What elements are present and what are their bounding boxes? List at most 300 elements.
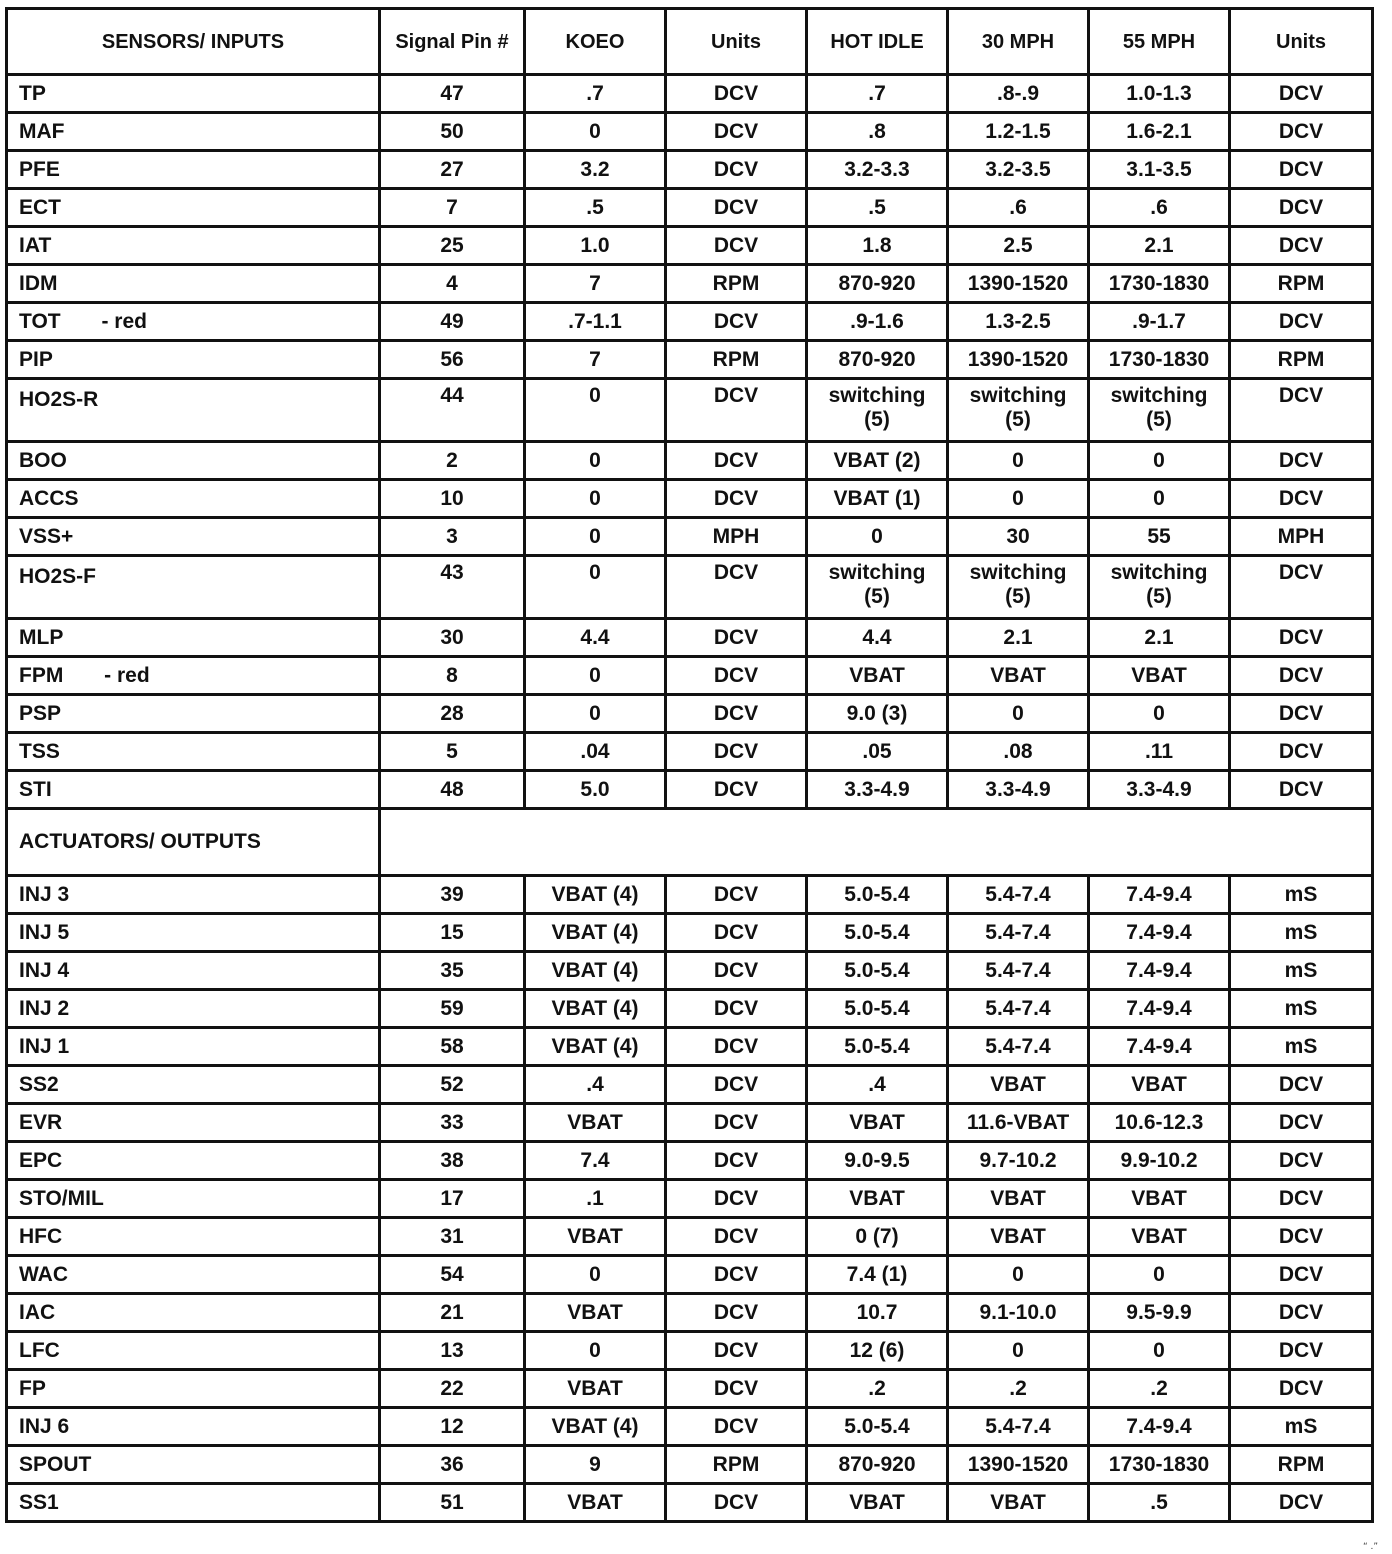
table-cell: DCV bbox=[1230, 619, 1373, 657]
table-cell: DCV bbox=[666, 733, 807, 771]
table-cell: DCV bbox=[1230, 1332, 1373, 1370]
table-cell: 17 bbox=[380, 1180, 525, 1218]
table-cell: RPM bbox=[1230, 341, 1373, 379]
table-cell: DCV bbox=[1230, 1218, 1373, 1256]
table-cell: 12 (6) bbox=[807, 1332, 948, 1370]
table-cell: DCV bbox=[666, 303, 807, 341]
table-row bbox=[7, 733, 1373, 771]
table-cell: 5.4-7.4 bbox=[948, 914, 1089, 952]
table-cell: 33 bbox=[380, 1104, 525, 1142]
table-cell: mS bbox=[1230, 914, 1373, 952]
row-label: HFC bbox=[7, 1218, 380, 1256]
header-signal-pin: Signal Pin # bbox=[380, 9, 525, 75]
table-cell: DCV bbox=[1230, 379, 1373, 442]
table-cell: 15 bbox=[380, 914, 525, 952]
table-cell: DCV bbox=[1230, 1142, 1373, 1180]
table-cell: DCV bbox=[1230, 1104, 1373, 1142]
table-cell: VBAT bbox=[525, 1104, 666, 1142]
table-row bbox=[7, 480, 1373, 518]
table-cell: 10 bbox=[380, 480, 525, 518]
table-cell: 2.5 bbox=[948, 227, 1089, 265]
table-cell: DCV bbox=[1230, 695, 1373, 733]
table-cell: 0 bbox=[948, 480, 1089, 518]
row-label: BOO bbox=[7, 442, 380, 480]
table-cell: 27 bbox=[380, 151, 525, 189]
table-row bbox=[7, 151, 1373, 189]
row-label: LFC bbox=[7, 1332, 380, 1370]
row-label: INJ 6 bbox=[7, 1408, 380, 1446]
table-cell: 11.6-VBAT bbox=[948, 1104, 1089, 1142]
table-row bbox=[7, 1104, 1373, 1142]
table-cell: 3.3-4.9 bbox=[948, 771, 1089, 809]
table-cell: DCV bbox=[666, 1294, 807, 1332]
table-row bbox=[7, 657, 1373, 695]
table-cell: mS bbox=[1230, 876, 1373, 914]
table-cell: 13 bbox=[380, 1332, 525, 1370]
actuators-section-row bbox=[7, 809, 1373, 876]
table-cell: 0 bbox=[525, 442, 666, 480]
corner-mark: “ .” bbox=[1362, 1542, 1378, 1552]
row-label: SS1 bbox=[7, 1484, 380, 1522]
table-row bbox=[7, 1408, 1373, 1446]
table-cell: 5 bbox=[380, 733, 525, 771]
table-row bbox=[7, 1218, 1373, 1256]
table-cell: 49 bbox=[380, 303, 525, 341]
table-cell: 1.6-2.1 bbox=[1089, 113, 1230, 151]
table-cell: DCV bbox=[666, 1256, 807, 1294]
table-row bbox=[7, 876, 1373, 914]
table-cell: 1390-1520 bbox=[948, 265, 1089, 303]
table-cell: DCV bbox=[666, 1028, 807, 1066]
row-label: PSP bbox=[7, 695, 380, 733]
table-cell: 5.4-7.4 bbox=[948, 952, 1089, 990]
table-cell: 5.0-5.4 bbox=[807, 876, 948, 914]
table-cell: .7-1.1 bbox=[525, 303, 666, 341]
table-cell: 3.2-3.5 bbox=[948, 151, 1089, 189]
table-cell: DCV bbox=[666, 75, 807, 113]
table-cell: VBAT bbox=[948, 1218, 1089, 1256]
table-row bbox=[7, 265, 1373, 303]
table-cell: DCV bbox=[1230, 556, 1373, 619]
table-cell: DCV bbox=[666, 1484, 807, 1522]
table-cell: DCV bbox=[666, 914, 807, 952]
table-cell: DCV bbox=[666, 113, 807, 151]
table-cell: 1730-1830 bbox=[1089, 265, 1230, 303]
row-label: PIP bbox=[7, 341, 380, 379]
table-cell: 0 bbox=[948, 1332, 1089, 1370]
table-cell: DCV bbox=[1230, 303, 1373, 341]
row-label: INJ 3 bbox=[7, 876, 380, 914]
table-cell: 3 bbox=[380, 518, 525, 556]
table-cell: 10.6-12.3 bbox=[1089, 1104, 1230, 1142]
table-cell: VBAT bbox=[948, 1180, 1089, 1218]
table-cell: 51 bbox=[380, 1484, 525, 1522]
row-label: IAC bbox=[7, 1294, 380, 1332]
table-cell: VBAT (1) bbox=[807, 480, 948, 518]
table-cell: VBAT bbox=[948, 657, 1089, 695]
table-cell: 22 bbox=[380, 1370, 525, 1408]
table-row bbox=[7, 518, 1373, 556]
row-label: MLP bbox=[7, 619, 380, 657]
table-cell: DCV bbox=[666, 556, 807, 619]
table-row bbox=[7, 771, 1373, 809]
table-cell: VBAT bbox=[807, 657, 948, 695]
table-cell: 9.0-9.5 bbox=[807, 1142, 948, 1180]
table-cell: DCV bbox=[666, 1370, 807, 1408]
table-cell: DCV bbox=[1230, 1484, 1373, 1522]
table-cell: DCV bbox=[1230, 771, 1373, 809]
table-cell: 0 bbox=[525, 379, 666, 442]
table-cell: DCV bbox=[666, 227, 807, 265]
header-units: Units bbox=[666, 9, 807, 75]
table-cell: VBAT (4) bbox=[525, 1028, 666, 1066]
table-cell: 1.0 bbox=[525, 227, 666, 265]
table-cell: 7 bbox=[380, 189, 525, 227]
table-cell: 5.4-7.4 bbox=[948, 990, 1089, 1028]
table-cell: 7.4 bbox=[525, 1142, 666, 1180]
table-cell: 1.2-1.5 bbox=[948, 113, 1089, 151]
table-cell: VBAT (4) bbox=[525, 990, 666, 1028]
table-cell: 12 bbox=[380, 1408, 525, 1446]
table-cell: .7 bbox=[807, 75, 948, 113]
table-cell: 4 bbox=[380, 265, 525, 303]
table-cell: 0 bbox=[525, 480, 666, 518]
table-cell: 0 bbox=[948, 442, 1089, 480]
table-cell: DCV bbox=[666, 990, 807, 1028]
table-row bbox=[7, 1370, 1373, 1408]
table-cell: 7 bbox=[525, 341, 666, 379]
row-label: INJ 1 bbox=[7, 1028, 380, 1066]
header-row bbox=[7, 9, 1373, 75]
table-row bbox=[7, 1142, 1373, 1180]
row-label: IAT bbox=[7, 227, 380, 265]
table-row bbox=[7, 1180, 1373, 1218]
table-cell: DCV bbox=[1230, 657, 1373, 695]
actuators-outputs-label: ACTUATORS/ OUTPUTS bbox=[7, 809, 380, 876]
table-cell: .4 bbox=[525, 1066, 666, 1104]
table-cell: 5.0-5.4 bbox=[807, 914, 948, 952]
table-cell: 35 bbox=[380, 952, 525, 990]
table-cell: 2 bbox=[380, 442, 525, 480]
table-cell: VBAT (4) bbox=[525, 914, 666, 952]
table-cell: RPM bbox=[666, 341, 807, 379]
table-cell: 39 bbox=[380, 876, 525, 914]
table-cell: 7.4-9.4 bbox=[1089, 876, 1230, 914]
table-row bbox=[7, 695, 1373, 733]
table-cell: 0 bbox=[948, 695, 1089, 733]
header-hot-idle: HOT IDLE bbox=[807, 9, 948, 75]
table-cell: 1730-1830 bbox=[1089, 1446, 1230, 1484]
table-cell: 47 bbox=[380, 75, 525, 113]
table-row bbox=[7, 227, 1373, 265]
table-cell: 2.1 bbox=[1089, 227, 1230, 265]
table-cell: 7.4-9.4 bbox=[1089, 1028, 1230, 1066]
table-cell: 52 bbox=[380, 1066, 525, 1104]
table-cell: DCV bbox=[1230, 75, 1373, 113]
table-cell: 9.7-10.2 bbox=[948, 1142, 1089, 1180]
row-label: HO2S-R bbox=[7, 379, 380, 442]
row-label: VSS+ bbox=[7, 518, 380, 556]
table-cell: DCV bbox=[666, 1218, 807, 1256]
ecm-reference-table bbox=[5, 7, 1374, 1523]
row-label: TSS bbox=[7, 733, 380, 771]
table-cell: .5 bbox=[525, 189, 666, 227]
table-cell: switching (5) bbox=[1089, 556, 1230, 619]
table-cell: .9-1.6 bbox=[807, 303, 948, 341]
table-cell: 1.0-1.3 bbox=[1089, 75, 1230, 113]
table-cell: 8 bbox=[380, 657, 525, 695]
table-cell: VBAT bbox=[948, 1484, 1089, 1522]
row-label: EPC bbox=[7, 1142, 380, 1180]
table-cell: 7.4 (1) bbox=[807, 1256, 948, 1294]
table-cell: VBAT bbox=[525, 1484, 666, 1522]
table-row bbox=[7, 113, 1373, 151]
table-cell: DCV bbox=[1230, 227, 1373, 265]
table-cell: .5 bbox=[807, 189, 948, 227]
table-cell: .5 bbox=[1089, 1484, 1230, 1522]
table-cell: .4 bbox=[807, 1066, 948, 1104]
table-row bbox=[7, 1332, 1373, 1370]
header-55-mph: 55 MPH bbox=[1089, 9, 1230, 75]
table-cell: 5.4-7.4 bbox=[948, 876, 1089, 914]
row-label: INJ 5 bbox=[7, 914, 380, 952]
table-cell: 31 bbox=[380, 1218, 525, 1256]
table-cell: 21 bbox=[380, 1294, 525, 1332]
header-units-2: Units bbox=[1230, 9, 1373, 75]
row-label: IDM bbox=[7, 265, 380, 303]
table-cell: DCV bbox=[666, 480, 807, 518]
table-cell: .1 bbox=[525, 1180, 666, 1218]
table-cell: 28 bbox=[380, 695, 525, 733]
table-cell: switching (5) bbox=[948, 379, 1089, 442]
row-label: SPOUT bbox=[7, 1446, 380, 1484]
table-cell: 0 bbox=[1089, 1332, 1230, 1370]
table-cell: 1390-1520 bbox=[948, 1446, 1089, 1484]
table-cell: 9.9-10.2 bbox=[1089, 1142, 1230, 1180]
table-cell: VBAT bbox=[525, 1294, 666, 1332]
table-cell: .8 bbox=[807, 113, 948, 151]
table-cell: DCV bbox=[666, 876, 807, 914]
table-cell: DCV bbox=[1230, 1256, 1373, 1294]
table-cell: .8-.9 bbox=[948, 75, 1089, 113]
table-cell: switching (5) bbox=[1089, 379, 1230, 442]
row-label: INJ 2 bbox=[7, 990, 380, 1028]
table-cell: 0 bbox=[948, 1256, 1089, 1294]
table-cell: VBAT bbox=[1089, 1066, 1230, 1104]
table-cell: VBAT bbox=[1089, 1180, 1230, 1218]
table-row bbox=[7, 189, 1373, 227]
table-cell: 0 bbox=[1089, 480, 1230, 518]
table-cell: 38 bbox=[380, 1142, 525, 1180]
table-cell: 0 bbox=[525, 695, 666, 733]
table-cell: 0 bbox=[525, 1332, 666, 1370]
table-row bbox=[7, 75, 1373, 113]
table-cell: 50 bbox=[380, 113, 525, 151]
table-cell: 5.4-7.4 bbox=[948, 1408, 1089, 1446]
table-row bbox=[7, 1446, 1373, 1484]
table-cell: VBAT bbox=[807, 1180, 948, 1218]
table-cell: 10.7 bbox=[807, 1294, 948, 1332]
row-label: STO/MIL bbox=[7, 1180, 380, 1218]
table-cell: .04 bbox=[525, 733, 666, 771]
row-label: ECT bbox=[7, 189, 380, 227]
table-cell: 1730-1830 bbox=[1089, 341, 1230, 379]
table-cell: VBAT bbox=[1089, 1218, 1230, 1256]
table-cell: VBAT (2) bbox=[807, 442, 948, 480]
table-cell: .7 bbox=[525, 75, 666, 113]
table-cell: 870-920 bbox=[807, 1446, 948, 1484]
sensor-rows bbox=[7, 75, 1373, 809]
table-cell: DCV bbox=[666, 695, 807, 733]
table-cell: DCV bbox=[666, 1332, 807, 1370]
table-cell: DCV bbox=[666, 771, 807, 809]
table-cell: 4.4 bbox=[807, 619, 948, 657]
table-cell: 3.2-3.3 bbox=[807, 151, 948, 189]
table-cell: DCV bbox=[1230, 1180, 1373, 1218]
table-cell: 5.0-5.4 bbox=[807, 1408, 948, 1446]
table-cell: 0 bbox=[1089, 1256, 1230, 1294]
actuators-section-blank bbox=[380, 809, 1373, 876]
table-row bbox=[7, 952, 1373, 990]
table-cell: DCV bbox=[666, 952, 807, 990]
table-cell: DCV bbox=[1230, 480, 1373, 518]
table-cell: 2.1 bbox=[1089, 619, 1230, 657]
table-row bbox=[7, 619, 1373, 657]
table-cell: 25 bbox=[380, 227, 525, 265]
table-cell: DCV bbox=[666, 619, 807, 657]
table-cell: switching (5) bbox=[807, 379, 948, 442]
table-cell: RPM bbox=[1230, 265, 1373, 303]
header-koeo: KOEO bbox=[525, 9, 666, 75]
row-label: SS2 bbox=[7, 1066, 380, 1104]
table-cell: VBAT (4) bbox=[525, 1408, 666, 1446]
table-row bbox=[7, 990, 1373, 1028]
table-cell: MPH bbox=[666, 518, 807, 556]
table-cell: 54 bbox=[380, 1256, 525, 1294]
table-cell: DCV bbox=[1230, 1294, 1373, 1332]
table-row bbox=[7, 442, 1373, 480]
table-cell: .05 bbox=[807, 733, 948, 771]
table-cell: 43 bbox=[380, 556, 525, 619]
table-row bbox=[7, 1028, 1373, 1066]
table-cell: VBAT (4) bbox=[525, 952, 666, 990]
table-cell: RPM bbox=[1230, 1446, 1373, 1484]
table-cell: 2.1 bbox=[948, 619, 1089, 657]
table-cell: DCV bbox=[1230, 1370, 1373, 1408]
table-row bbox=[7, 556, 1373, 619]
table-cell: 55 bbox=[1089, 518, 1230, 556]
table-cell: 5.0-5.4 bbox=[807, 952, 948, 990]
table-cell: 5.0-5.4 bbox=[807, 990, 948, 1028]
table-row bbox=[7, 341, 1373, 379]
row-label: TP bbox=[7, 75, 380, 113]
row-label: EVR bbox=[7, 1104, 380, 1142]
table-cell: mS bbox=[1230, 952, 1373, 990]
table-cell: 1.3-2.5 bbox=[948, 303, 1089, 341]
table-cell: VBAT bbox=[1089, 657, 1230, 695]
table-cell: 0 bbox=[1089, 442, 1230, 480]
table-cell: RPM bbox=[666, 1446, 807, 1484]
table-cell: VBAT bbox=[525, 1218, 666, 1256]
table-cell: DCV bbox=[1230, 733, 1373, 771]
table-cell: DCV bbox=[666, 1104, 807, 1142]
table-row bbox=[7, 914, 1373, 952]
table-cell: VBAT bbox=[807, 1484, 948, 1522]
table-cell: 44 bbox=[380, 379, 525, 442]
table-cell: 30 bbox=[380, 619, 525, 657]
table-cell: VBAT (4) bbox=[525, 876, 666, 914]
row-label: WAC bbox=[7, 1256, 380, 1294]
table-cell: 7.4-9.4 bbox=[1089, 914, 1230, 952]
table-cell: .08 bbox=[948, 733, 1089, 771]
table-cell: 870-920 bbox=[807, 341, 948, 379]
table-cell: 58 bbox=[380, 1028, 525, 1066]
table-cell: 3.3-4.9 bbox=[807, 771, 948, 809]
table-cell: 0 bbox=[807, 518, 948, 556]
table-cell: 5.4-7.4 bbox=[948, 1028, 1089, 1066]
table-cell: 5.0 bbox=[525, 771, 666, 809]
table-cell: 1.8 bbox=[807, 227, 948, 265]
table-cell: MPH bbox=[1230, 518, 1373, 556]
table-cell: 9 bbox=[525, 1446, 666, 1484]
table-cell: 9.1-10.0 bbox=[948, 1294, 1089, 1332]
table-cell: 7.4-9.4 bbox=[1089, 990, 1230, 1028]
table-row bbox=[7, 1066, 1373, 1104]
table-cell: mS bbox=[1230, 990, 1373, 1028]
table-cell: 870-920 bbox=[807, 265, 948, 303]
table-cell: mS bbox=[1230, 1408, 1373, 1446]
table-cell: VBAT bbox=[807, 1104, 948, 1142]
table-cell: DCV bbox=[1230, 442, 1373, 480]
table-cell: .6 bbox=[1089, 189, 1230, 227]
table-cell: 4.4 bbox=[525, 619, 666, 657]
table-cell: DCV bbox=[666, 1066, 807, 1104]
table-cell: 7.4-9.4 bbox=[1089, 952, 1230, 990]
table-cell: switching (5) bbox=[948, 556, 1089, 619]
table-cell: 0 bbox=[525, 113, 666, 151]
table-cell: .2 bbox=[948, 1370, 1089, 1408]
table-cell: VBAT bbox=[948, 1066, 1089, 1104]
table-cell: 0 bbox=[525, 657, 666, 695]
table-cell: 0 bbox=[525, 1256, 666, 1294]
table-cell: DCV bbox=[666, 1180, 807, 1218]
table-cell: DCV bbox=[666, 151, 807, 189]
table-cell: .2 bbox=[807, 1370, 948, 1408]
ecm-reference-table-sheet bbox=[5, 7, 1374, 1523]
row-label: MAF bbox=[7, 113, 380, 151]
header-sensors-inputs: SENSORS/ INPUTS bbox=[7, 9, 380, 75]
table-row bbox=[7, 379, 1373, 442]
table-row bbox=[7, 1484, 1373, 1522]
header-30-mph: 30 MPH bbox=[948, 9, 1089, 75]
actuator-rows bbox=[7, 876, 1373, 1522]
table-cell: .9-1.7 bbox=[1089, 303, 1230, 341]
table-cell: DCV bbox=[1230, 1066, 1373, 1104]
table-cell: .11 bbox=[1089, 733, 1230, 771]
row-label: TOT - red bbox=[7, 303, 380, 341]
table-cell: 0 bbox=[525, 518, 666, 556]
row-label: FP bbox=[7, 1370, 380, 1408]
table-cell: 56 bbox=[380, 341, 525, 379]
table-cell: DCV bbox=[666, 1142, 807, 1180]
table-cell: DCV bbox=[1230, 113, 1373, 151]
table-cell: 1390-1520 bbox=[948, 341, 1089, 379]
table-cell: switching (5) bbox=[807, 556, 948, 619]
table-cell: 3.2 bbox=[525, 151, 666, 189]
table-cell: 0 (7) bbox=[807, 1218, 948, 1256]
table-cell: RPM bbox=[666, 265, 807, 303]
table-cell: DCV bbox=[666, 379, 807, 442]
